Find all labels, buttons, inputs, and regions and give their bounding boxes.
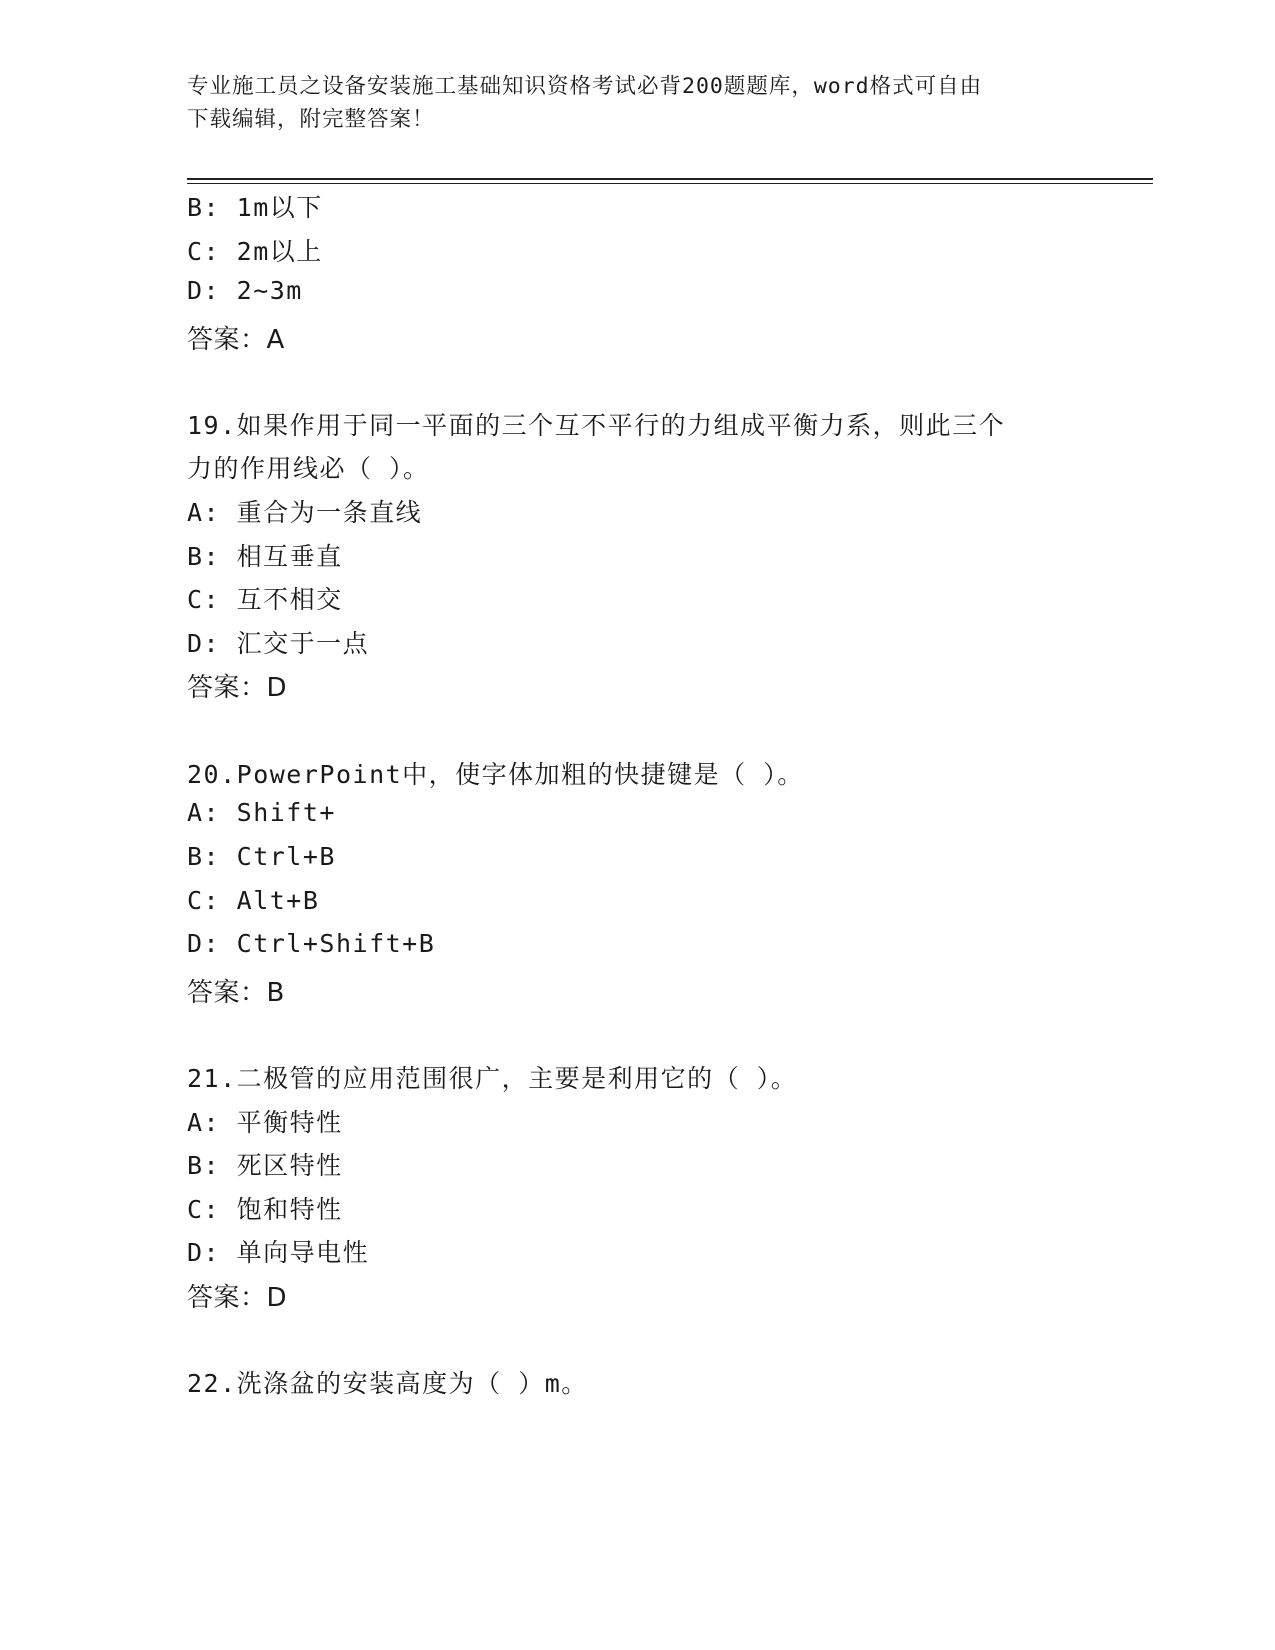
q18-option-c: C: 2m以上 (187, 237, 323, 266)
q19-stem-line-1: 19.如果作用于同一平面的三个互不平行的力组成平衡力系，则此三个 (187, 411, 1006, 440)
q22-stem: 22.洗涤盆的安装高度为（ ）m。 (187, 1369, 588, 1398)
q21-option-a: A: 平衡特性 (187, 1108, 343, 1137)
q19-option-b: B: 相互垂直 (187, 542, 343, 571)
q18-answer: 答案：A (187, 325, 285, 355)
q20-option-d: D: Ctrl+Shift+B (187, 929, 436, 958)
q19-answer: 答案：D (187, 673, 288, 703)
q19-option-c: C: 互不相交 (187, 585, 343, 614)
q19-option-d: D: 汇交于一点 (187, 629, 370, 658)
document-header (187, 70, 1067, 136)
header-divider-bottom (187, 183, 1153, 184)
q19-stem-line-2: 力的作用线必（ ）。 (187, 454, 430, 483)
q18-option-d: D: 2~3m (187, 276, 303, 305)
q21-option-d: D: 单向导电性 (187, 1238, 370, 1267)
header-divider-top (187, 178, 1153, 180)
header-title-line-2: 下载编辑，附完整答案！ (187, 107, 435, 132)
q18-option-b: B: 1m以下 (187, 193, 323, 222)
q21-stem: 21.二极管的应用范围很广，主要是利用它的（ ）。 (187, 1064, 798, 1093)
q21-option-c: C: 饱和特性 (187, 1195, 343, 1224)
q20-option-a: A: Shift+ (187, 798, 336, 827)
header-title-line-1: 专业施工员之设备安装施工基础知识资格考试必背200题题库，word格式可自由 (187, 74, 983, 99)
q20-option-b: B: Ctrl+B (187, 842, 336, 871)
q20-option-c: C: Alt+B (187, 886, 320, 915)
q21-answer: 答案：D (187, 1283, 288, 1313)
q19-option-a: A: 重合为一条直线 (187, 498, 423, 527)
q20-stem: 20.PowerPoint中，使字体加粗的快捷键是（ ）。 (187, 760, 804, 789)
q20-answer: 答案：B (187, 978, 285, 1008)
q21-option-b: B: 死区特性 (187, 1151, 343, 1180)
